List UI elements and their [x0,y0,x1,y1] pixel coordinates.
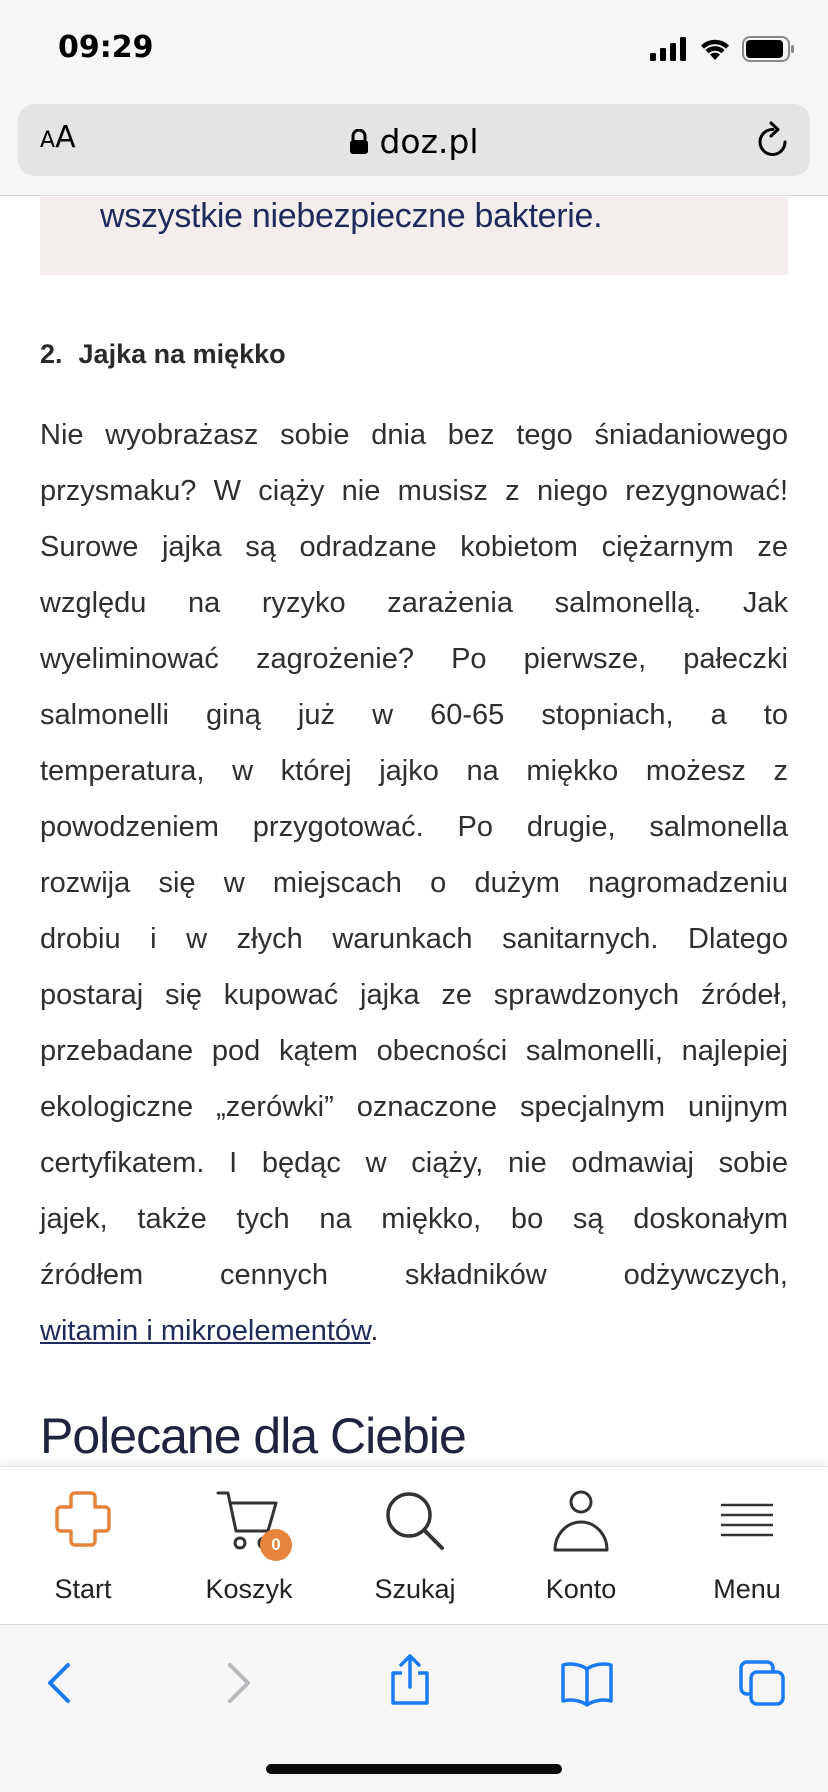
callout-box [40,197,788,275]
paragraph-line: Nie wyobrażasz sobie dnia bez tego śniadaniowego [40,419,788,451]
paragraph-line: źródłem cennych składników odżywczych, [40,1259,788,1291]
lock-icon [349,129,369,155]
recommended-heading: Polecane dla Ciebie [40,1408,466,1464]
back-icon[interactable] [40,1659,80,1707]
address-bar[interactable] [18,104,810,176]
medical-cross-icon [53,1489,113,1549]
nav-item-account[interactable] [498,1467,664,1625]
status-bar [0,0,828,96]
bookmarks-icon[interactable] [560,1659,614,1707]
nav-label-menu: Menu [713,1574,781,1604]
callout-text: wszystkie niebezpieczne bakterie. [100,197,603,235]
nav-item-start[interactable] [0,1467,166,1625]
share-icon[interactable] [388,1653,432,1707]
battery-icon [742,36,796,62]
url-display[interactable] [18,122,810,161]
reader-settings-button[interactable]: AA [40,120,76,155]
article-content [0,197,828,1465]
nav-label-start: Start [54,1574,112,1604]
cellular-signal-icon [650,37,688,61]
section-title: Jajka na miękko [78,339,286,369]
nav-item-search[interactable] [332,1467,498,1625]
paragraph-line: ekologiczne „zerówki” oznaczone specjalnym unijnym [40,1091,788,1123]
article-paragraph [40,407,788,1359]
home-indicator [266,1764,562,1774]
nav-label-search: Szukaj [374,1574,456,1604]
paragraph-line: względu na ryzyko zarażenia salmonellą. Jak [40,587,788,619]
tabs-icon[interactable] [738,1659,786,1707]
nav-label-cart: Koszyk [205,1574,293,1604]
user-icon [551,1489,611,1553]
paragraph-line: powodzeniem przygotować. Po drugie, salmonella [40,811,788,843]
paragraph-line: rozwija się w miejscach o dużym nagromadzeniu [40,867,788,899]
vitamins-link[interactable]: witamin i mikroelementów [40,1315,371,1347]
browser-toolbar [0,1624,828,1792]
paragraph-line: postaraj się kupować jajka ze sprawdzonych źródeł, [40,979,788,1011]
nav-label-account: Konto [545,1574,617,1604]
status-time: 09:29 [58,30,154,65]
site-bottom-nav [0,1466,828,1624]
paragraph-line: jajek, także tych na miękko, bo są doskonałym [40,1203,788,1235]
section-heading [40,339,286,370]
paragraph-line: temperatura, w której jajko na miękko możesz z [40,755,788,787]
address-bar-container [0,96,828,196]
paragraph-line: przebadane pod kątem obecności salmonelli, najlepiej [40,1035,788,1067]
paragraph-line: Surowe jajka są odradzane kobietom ciężarnym ze [40,531,788,563]
reload-icon[interactable] [754,120,792,160]
url-text: doz.pl [379,122,479,161]
paragraph-line: wyeliminować zagrożenie? Po pierwsze, pałeczki [40,643,788,675]
paragraph-line: przysmaku? W ciąży nie musisz z niego rezygnować! [40,475,788,507]
paragraph-line: drobiu i w złych warunkach sanitarnych. Dlatego [40,923,788,955]
paragraph-line: certyfikatem. I będąc w ciąży, nie odmawiaj sobie [40,1147,788,1179]
cart-count-badge: 0 [260,1529,292,1561]
nav-item-menu[interactable] [664,1467,828,1625]
nav-item-cart[interactable] [166,1467,332,1625]
paragraph-line-last: witamin i mikroelementów. [40,1315,379,1347]
paragraph-line: salmonelli giną już w 60-65 stopniach, a to [40,699,788,731]
menu-icon [719,1489,775,1553]
forward-icon[interactable] [218,1659,258,1707]
status-icons [650,36,796,62]
search-icon [382,1489,448,1553]
wifi-icon [698,36,732,62]
section-number: 2. [40,339,63,369]
